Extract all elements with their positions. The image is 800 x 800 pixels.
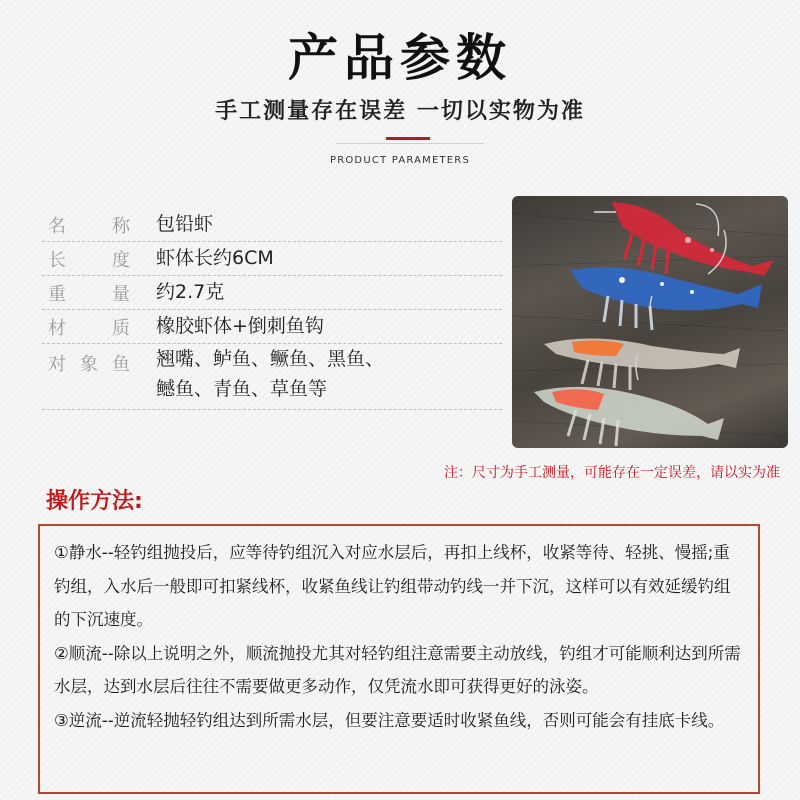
param-row-target-fish	[42, 344, 502, 410]
method-downstream: ②顺流--除以上说明之外，顺流抛投尤其对轻钓组注意需要主动放线，钓组才可能顺利达到所需水层，达到水层后往往不需要做更多动作，仅凭流水即可获得更好的泳姿。	[54, 643, 741, 696]
method-title: 操作方法:	[46, 489, 143, 514]
param-value: 包铅虾	[156, 213, 214, 235]
method-still-water: ①静水--轻钓组抛投后，应等待钓组沉入对应水层后，再扣上线杯，收紧等待、轻挑、慢摇;重钓组，入水后一般即可扣紧线杯，收紧鱼线让钓组带动钓线一并下沉，这样可以有效延缓钓组的下沉速度。	[54, 543, 731, 629]
method-upstream: ③逆流--逆流轻抛轻钓组达到所需水层，但要注意要适时收紧鱼线，否则可能会有挂底卡线。	[54, 710, 725, 730]
shrimp-lures-illustration	[512, 196, 788, 448]
page-title: 产品参数	[288, 29, 512, 87]
param-value: 翘嘴、鲈鱼、鳜鱼、黑鱼、 鳡鱼、青鱼、草鱼等	[156, 348, 385, 400]
measurement-note: 注：尺寸为手工测量，可能存在一定误差，请以实为准	[444, 465, 780, 481]
param-row-length	[42, 242, 502, 276]
param-row-name	[42, 208, 502, 242]
divider-line	[336, 143, 484, 144]
product-photo	[512, 196, 788, 448]
parameter-table	[42, 208, 502, 410]
param-value: 虾体长约6CM	[156, 247, 274, 269]
param-row-weight	[42, 276, 502, 310]
param-label: 名 称	[48, 215, 130, 237]
english-heading: PRODUCT PARAMETERS	[329, 155, 471, 166]
param-value: 橡胶虾体+倒刺鱼钩	[156, 315, 324, 337]
param-row-material	[42, 310, 502, 344]
param-value: 约2.7克	[156, 281, 225, 303]
param-label: 材 质	[48, 317, 130, 339]
param-label: 长 度	[48, 249, 130, 271]
accent-divider	[386, 137, 430, 140]
method-box	[38, 524, 760, 794]
shrimp-lure-orange	[544, 296, 740, 390]
param-label: 重 量	[48, 283, 130, 305]
shrimp-lure-red	[594, 202, 774, 276]
page-subtitle: 手工测量存在误差 一切以实物为准	[215, 99, 585, 124]
param-label: 对 象 鱼	[48, 354, 130, 375]
